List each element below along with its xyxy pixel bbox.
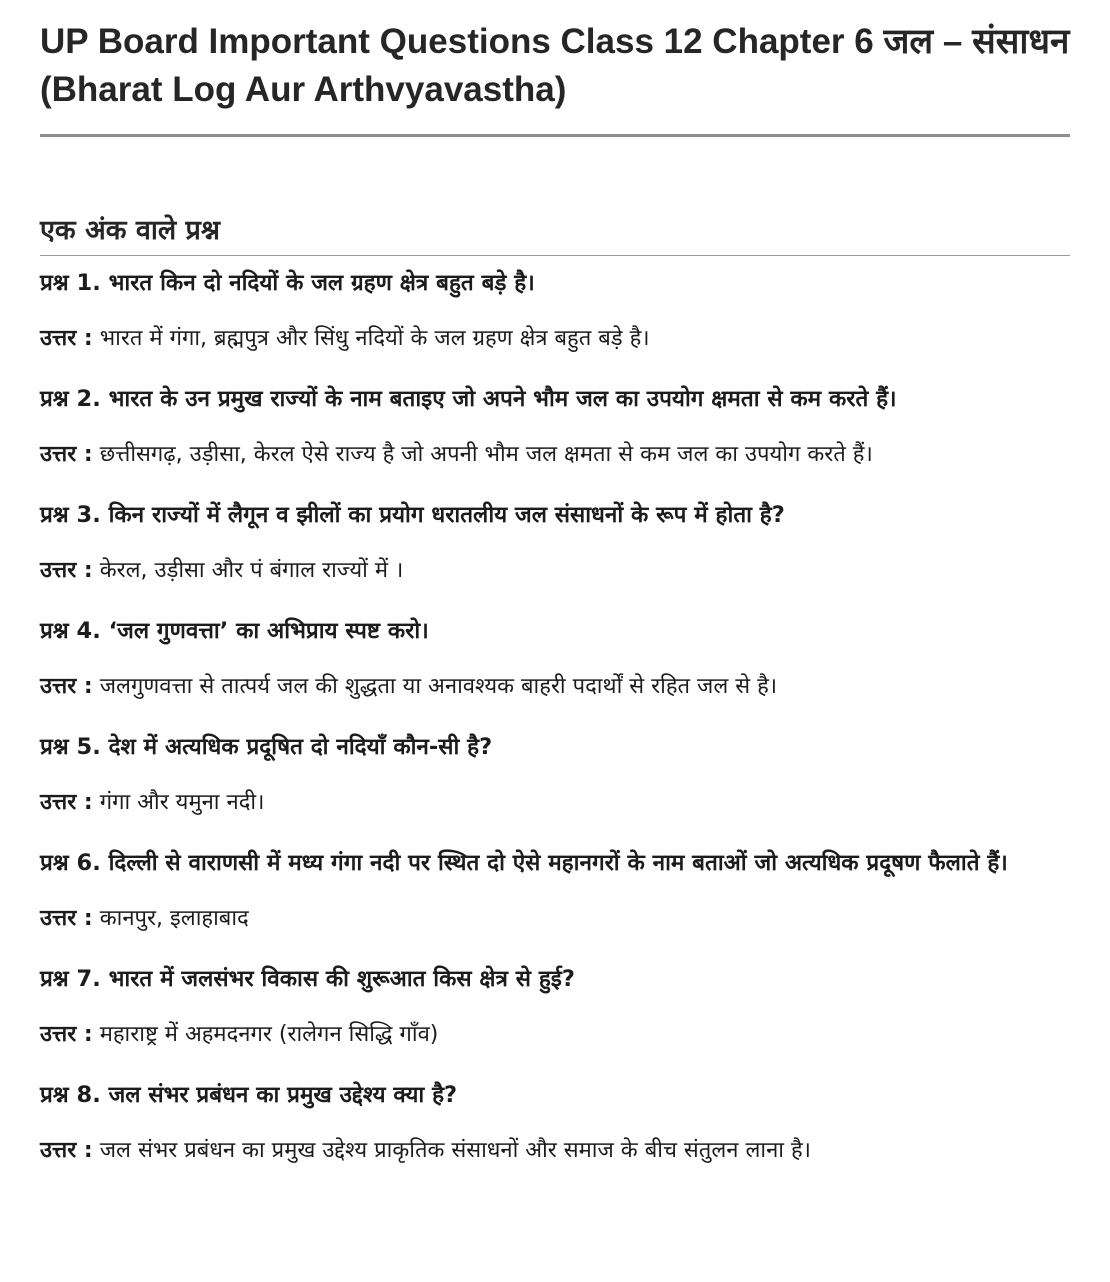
answer-label: उत्तर : [40,906,93,931]
qa-item [40,846,1070,936]
qa-list [40,266,1070,1168]
section-heading: एक अंक वाले प्रश्न [40,215,220,246]
page-title: UP Board Important Questions Class 12 Chapter 6 जल – संसाधन (Bharat Log Aur Arthvyavastha) [40,22,1070,109]
qa-item [40,382,1070,472]
question-text: प्रश्न 3. किन राज्यों में लैगून व झीलों का प्रयोग धरातलीय जल संसाधनों के रूप में होता है? [40,502,785,528]
answer-label: उत्तर : [40,790,93,815]
qa-item [40,730,1070,820]
answer-text: जल संभर प्रबंधन का प्रमुख उद्देश्य प्राकृतिक संसाधनों और समाज के बीच संतुलन लाना है। [99,1138,811,1163]
answer [40,1134,1070,1168]
answer-label: उत्तर : [40,1022,93,1047]
answer [40,786,1070,820]
answer-text: महाराष्ट्र में अहमदनगर (रालेगन सिद्धि गाँव) [99,1022,439,1047]
question-text: प्रश्न 6. दिल्ली से वाराणसी में मध्य गंगा नदी पर स्थित दो ऐसे महानगरों के नाम बताओं जो अत्यधिक प्रदूषण फैलाते हैं। [40,850,1008,876]
qa-item [40,498,1070,588]
question-text: प्रश्न 1. भारत किन दो नदियों के जल ग्रहण क्षेत्र बहुत बड़े है। [40,270,535,296]
article [40,18,1070,1194]
answer [40,1018,1070,1052]
answer-text: गंगा और यमुना नदी। [99,790,265,815]
section-divider [40,255,1070,256]
answer [40,670,1070,704]
question-text: प्रश्न 5. देश में अत्यधिक प्रदूषित दो नदियाँ कौन-सी है? [40,734,493,760]
answer-text: भारत में गंगा, ब्रह्मपुत्र और सिंधु नदियों के जल ग्रहण क्षेत्र बहुत बड़े है। [99,326,650,351]
answer [40,554,1070,588]
question-text: प्रश्न 8. जल संभर प्रबंधन का प्रमुख उद्देश्य क्या है? [40,1082,458,1108]
qa-item [40,614,1070,704]
answer-label: उत्तर : [40,1138,93,1163]
qa-item [40,1078,1070,1168]
answer-text: कानपुर, इलाहाबाद [99,906,249,931]
answer-text: छत्तीसगढ़, उड़ीसा, केरल ऐसे राज्य है जो अपनी भौम जल क्षमता से कम जल का उपयोग करते हैं। [99,442,873,467]
title-divider [40,134,1070,137]
answer [40,322,1070,356]
answer-label: उत्तर : [40,442,93,467]
answer-label: उत्तर : [40,558,93,583]
qa-item [40,266,1070,356]
question-text: प्रश्न 4. ‘जल गुणवत्ता’ का अभिप्राय स्पष्ट करो। [40,618,429,644]
answer [40,438,1070,472]
question-text: प्रश्न 2. भारत के उन प्रमुख राज्यों के नाम बताइए जो अपने भौम जल का उपयोग क्षमता से कम करते हैं। [40,386,897,412]
answer-text: केरल, उड़ीसा और पं बंगाल राज्यों में । [99,558,404,583]
qa-item [40,962,1070,1052]
question-text: प्रश्न 7. भारत में जलसंभर विकास की शुरूआत किस क्षेत्र से हुई? [40,966,575,992]
answer-label: उत्तर : [40,674,93,699]
answer-text: जलगुणवत्ता से तात्पर्य जल की शुद्धता या अनावश्यक बाहरी पदार्थों से रहित जल से है। [99,674,778,699]
answer-label: उत्तर : [40,326,93,351]
answer [40,902,1070,936]
